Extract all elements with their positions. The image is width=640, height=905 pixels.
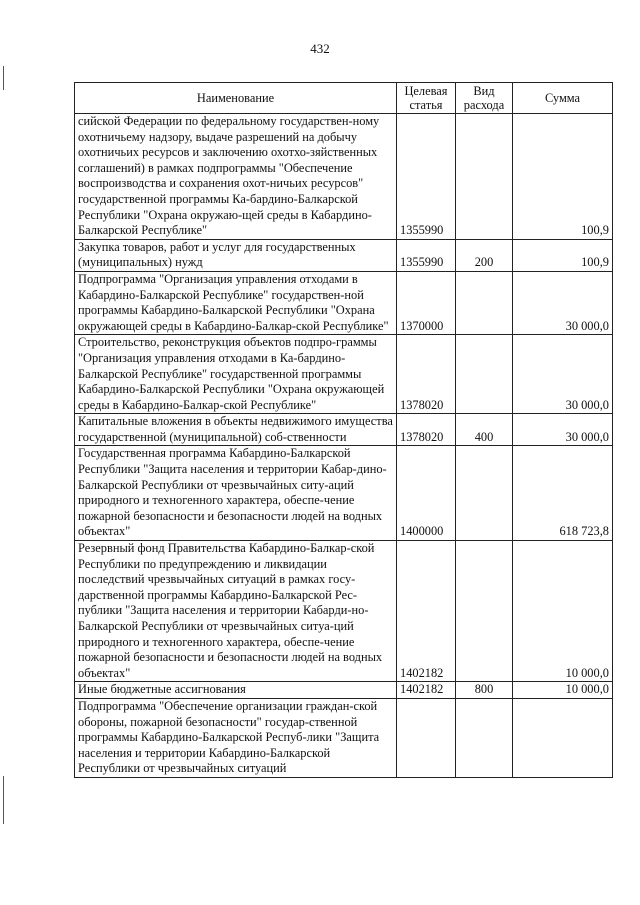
table-row [75, 335, 613, 414]
table-row [75, 114, 613, 240]
cell-type [456, 114, 513, 240]
header-amount: Сумма [513, 83, 613, 114]
cell-amount: 30 000,0 [513, 271, 613, 334]
cell-type [456, 335, 513, 414]
cell-amount: 618 723,8 [513, 446, 613, 541]
cell-amount [513, 698, 613, 777]
header-name: Наименование [75, 83, 397, 114]
cell-name: сийской Федерации по федеральному государствен-ному охотничьему надзору, выдаче разрешений на добычу охотничьих ресурсов и заключению охотхо-зяйственных соглашений) в рамках подпрограммы "Обеспечение воспроизводства и сохранения охот-ничьих ресурсов" государственной программы Ка-бардино-Балкарской Республики "Охрана окружаю-щей среды в Кабардино-Балкарской Республике" [75, 114, 397, 240]
cell-code: 1355990 [397, 114, 456, 240]
cell-amount: 100,9 [513, 239, 613, 271]
cell-name: Подпрограмма "Организация управления отходами в Кабардино-Балкарской Республике" государствен-ной программы Кабардино-Балкарской Республики "Охрана окружающей среды в Кабардино-Балкар-ской Республике" [75, 271, 397, 334]
cell-amount: 30 000,0 [513, 414, 613, 446]
table-row [75, 698, 613, 777]
cell-type: 200 [456, 239, 513, 271]
cell-code: 1402182 [397, 541, 456, 682]
cell-name: Иные бюджетные ассигнования [75, 682, 397, 699]
header-row [75, 83, 613, 114]
margin-mark-bottom [3, 776, 4, 824]
cell-name: Подпрограмма "Обеспечение организации граждан-ской обороны, пожарной безопасности" государ-ственной программы Кабардино-Балкарской Респуб-лики "Защита населения и территории Кабардино-Балкарской Республики от чрезвычайных ситуаций [75, 698, 397, 777]
cell-code: 1355990 [397, 239, 456, 271]
table-row [75, 239, 613, 271]
cell-name: Государственная программа Кабардино-Балкарской Республики "Защита населения и территории Кабар-дино-Балкарской Республики от чрезвычайных ситу-аций природного и техногенного характера, обеспе-чение пожарной безопасности и безопасности людей на водных объектах" [75, 446, 397, 541]
table-row [75, 271, 613, 334]
budget-table [74, 82, 613, 778]
cell-code: 1378020 [397, 335, 456, 414]
cell-name: Закупка товаров, работ и услуг для государственных (муниципальных) нужд [75, 239, 397, 271]
cell-code: 1378020 [397, 414, 456, 446]
cell-code: 1400000 [397, 446, 456, 541]
page-number: 432 [310, 41, 330, 56]
header-type: Вид расхода [456, 83, 513, 114]
cell-amount: 10 000,0 [513, 541, 613, 682]
cell-type: 800 [456, 682, 513, 699]
cell-name: Капитальные вложения в объекты недвижимого имущества государственной (муниципальной) соб-ственности [75, 414, 397, 446]
table-row [75, 446, 613, 541]
table-row [75, 414, 613, 446]
cell-amount: 30 000,0 [513, 335, 613, 414]
cell-code: 1402182 [397, 682, 456, 699]
cell-code [397, 698, 456, 777]
table-body [75, 114, 613, 778]
cell-type: 400 [456, 414, 513, 446]
cell-code: 1370000 [397, 271, 456, 334]
table-row [75, 541, 613, 682]
margin-mark-top [3, 66, 4, 90]
cell-name: Строительство, реконструкция объектов подпро-граммы "Организация управления отходами в Ка-бардино-Балкарской Республике" государственной программы Кабардино-Балкарской Республики "Охрана окружающей среды в Кабардино-Балкар-ской Республике" [75, 335, 397, 414]
header-code: Целевая статья [397, 83, 456, 114]
cell-type [456, 446, 513, 541]
cell-type [456, 698, 513, 777]
cell-amount: 100,9 [513, 114, 613, 240]
cell-type [456, 271, 513, 334]
table-row [75, 682, 613, 699]
cell-type [456, 541, 513, 682]
cell-amount: 10 000,0 [513, 682, 613, 699]
cell-name: Резервный фонд Правительства Кабардино-Балкар-ской Республики по предупреждению и ликвидации последствий чрезвычайных ситуаций в рамках госу-дарственной программы Кабардино-Балкарской Рес-публики "Защита населения и территории Кабарди-но-Балкарской Республики от чрезвычайных ситуа-ций природного и техногенного характера, обеспе-чение пожарной безопасности и безопасности людей на водных объектах" [75, 541, 397, 682]
